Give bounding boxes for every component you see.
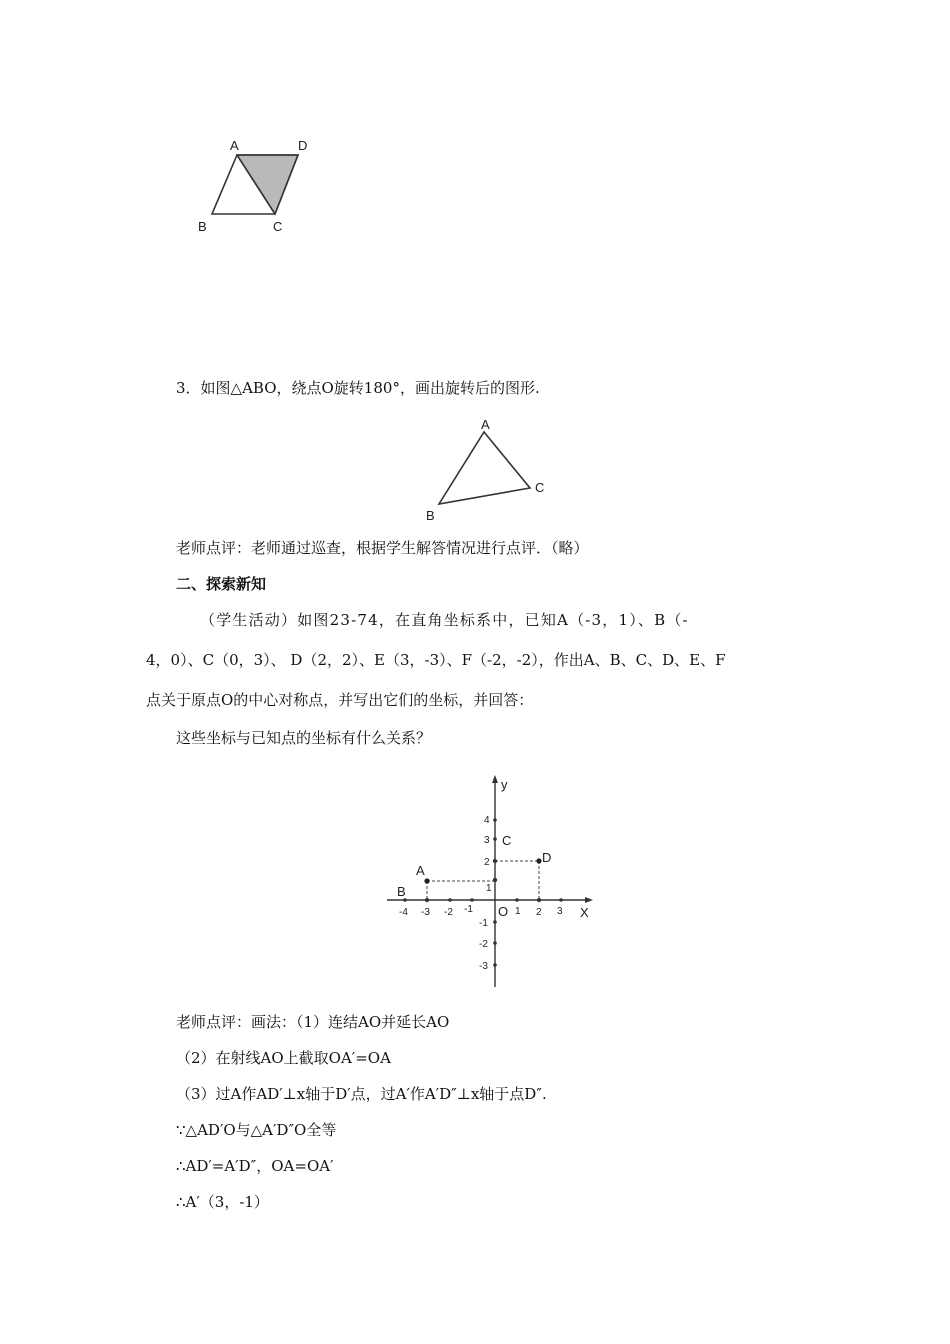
point-b-label: B: [397, 884, 406, 899]
label-b: B: [426, 508, 435, 523]
label-b: B: [198, 219, 207, 234]
point-a: [424, 878, 429, 883]
x-arrow-icon: [585, 897, 593, 903]
origin-label: O: [498, 904, 509, 919]
teacher-comment-1: 老师点评：老师通过巡查，根据学生解答情况进行点评．（略）: [176, 539, 589, 557]
label-d: D: [298, 138, 308, 153]
problem-3-text: 3．如图△ABO，绕点O旋转180°，画出旋转后的图形.: [176, 379, 540, 397]
y-arrow-icon: [492, 775, 498, 783]
method-line-6: ∴A′（3，-1）: [176, 1193, 269, 1211]
x-tick: -2: [444, 907, 453, 918]
triangle-outline: [439, 432, 530, 504]
point-d: [536, 858, 541, 863]
parallelogram-figure: [180, 130, 320, 240]
question-text: 这些坐标与已知点的坐标有什么关系？: [176, 729, 432, 747]
shaded-triangle: [237, 155, 298, 214]
coordinate-plane: [385, 775, 595, 990]
x-tick: -3: [421, 907, 430, 918]
point-d-label: D: [542, 850, 552, 865]
y-tick: 4: [484, 815, 490, 826]
y-tick: -2: [479, 939, 488, 950]
triangle-figure: [420, 412, 560, 527]
activity-line-3: 点关于原点O的中心对称点，并写出它们的坐标，并回答：: [146, 691, 534, 709]
method-line-5: ∴AD′=A′D″，OA=OA′: [176, 1157, 334, 1175]
section-heading: 二、探索新知: [176, 575, 267, 593]
y-tick: 2: [484, 857, 490, 868]
y-tick: -3: [479, 961, 488, 972]
activity-line-1: （学生活动）如图23-74，在直角坐标系中，已知A（-3，1）、B（-: [200, 611, 689, 629]
x-tick: -4: [399, 907, 408, 918]
method-line-3: （3）过A作AD′⊥x轴于D′点，过A′作A′D″⊥x轴于点D″.: [176, 1085, 547, 1103]
x-tick: 3: [557, 906, 563, 917]
y-tick: 1: [486, 883, 492, 894]
x-axis-label: X: [580, 905, 589, 920]
label-c: C: [273, 219, 283, 234]
method-line-4: ∵△AD′O与△A′D″O全等: [176, 1121, 337, 1139]
activity-line-2: 4，0）、C（0，3）、 D（2，2）、E（3，-3）、F（-2，-2），作出A、B、C、D、E、F: [146, 651, 726, 669]
point-c-label: C: [502, 833, 512, 848]
method-line-2: （2）在射线AO上截取OA′=OA: [176, 1049, 391, 1067]
y-tick: -1: [479, 918, 488, 929]
label-c: C: [535, 480, 545, 495]
y-tick: 3: [484, 835, 490, 846]
method-line-1: 老师点评：画法：（1）连结AO并延长AO: [176, 1013, 450, 1031]
point-a-label: A: [416, 863, 425, 878]
x-tick: 2: [536, 907, 542, 918]
y-axis-label: y: [501, 777, 508, 792]
label-a: A: [230, 138, 239, 153]
x-tick: 1: [515, 906, 521, 917]
label-a: A: [481, 417, 490, 432]
x-tick: -1: [464, 904, 473, 915]
